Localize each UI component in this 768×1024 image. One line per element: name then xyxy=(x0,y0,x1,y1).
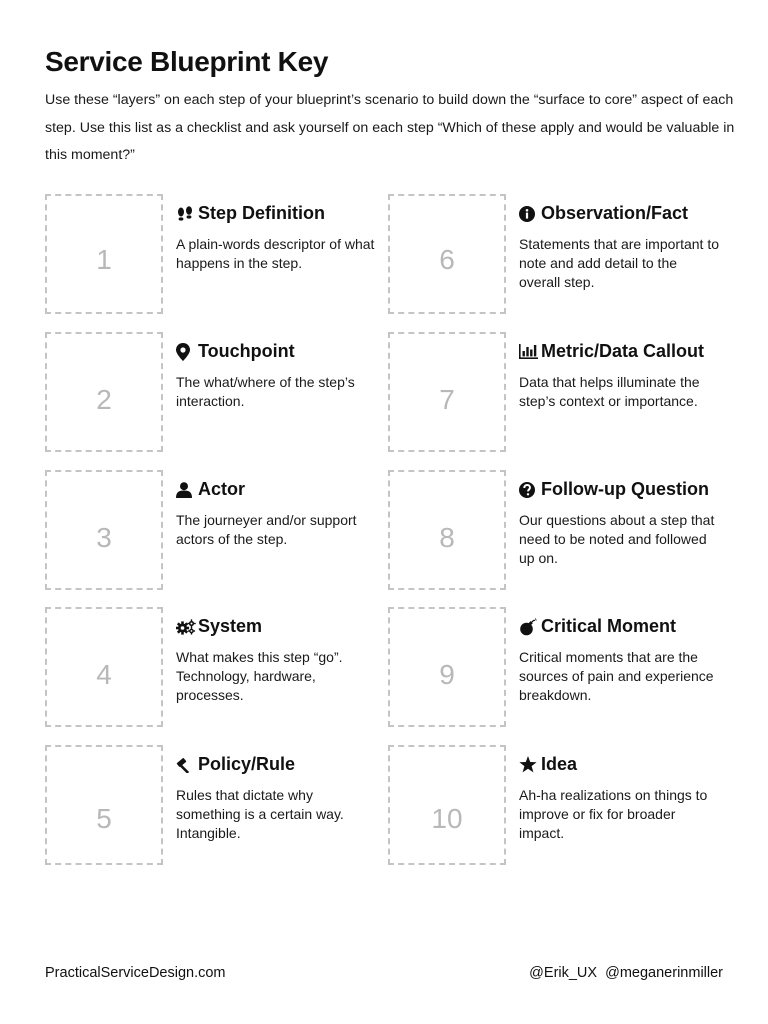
number-box xyxy=(388,332,506,452)
layer-number: 2 xyxy=(96,384,112,415)
layer-title xyxy=(176,203,325,224)
layer-number: 5 xyxy=(96,803,112,834)
layer-title xyxy=(176,479,245,500)
star-icon xyxy=(519,756,541,774)
gavel-icon xyxy=(176,756,198,774)
layer-card-policy-rule xyxy=(45,745,385,871)
layer-title-text: Actor xyxy=(198,479,246,499)
bar-chart-icon xyxy=(519,343,541,361)
number-box xyxy=(45,470,163,590)
layer-title-text: Idea xyxy=(541,754,578,774)
number-box xyxy=(45,332,163,452)
layer-number: 7 xyxy=(439,384,455,415)
info-circle-icon xyxy=(519,205,541,223)
layer-description: Ah-ha realizations on things to improve or fix for broader impact. xyxy=(519,787,708,841)
layer-title-text: Observation/Fact xyxy=(541,203,689,223)
layer-title-text: Critical Moment xyxy=(541,616,677,636)
layer-title xyxy=(176,341,295,362)
number-box xyxy=(45,745,163,865)
layer-title-text: Follow-up Question xyxy=(541,479,709,499)
layer-title-text: Step Definition xyxy=(198,203,325,223)
layer-card-observation-fact xyxy=(388,194,728,320)
footsteps-icon xyxy=(176,205,198,223)
layer-card-follow-up-question xyxy=(388,470,728,596)
layer-title xyxy=(519,479,709,500)
layer-description: Critical moments that are the sources of pain and experience breakdown. xyxy=(519,649,714,703)
bomb-icon xyxy=(519,618,541,636)
layer-title xyxy=(176,616,262,637)
layer-card-actor xyxy=(45,470,385,596)
number-box xyxy=(388,194,506,314)
layer-description: Statements that are important to note and add detail to the overall step. xyxy=(519,236,719,290)
layer-description: The journeyer and/or support actors of the step. xyxy=(176,512,357,547)
layer-number: 1 xyxy=(96,244,112,275)
number-box xyxy=(388,607,506,727)
layer-number: 10 xyxy=(431,803,463,834)
layer-description: What makes this step “go”. Technology, hardware, processes. xyxy=(176,649,343,703)
layer-title-text: Metric/Data Callout xyxy=(541,341,705,361)
layer-description: The what/where of the step’s interaction. xyxy=(176,374,355,409)
person-icon xyxy=(176,481,198,499)
layer-description: Data that helps illuminate the step’s context or importance. xyxy=(519,374,700,409)
layer-number: 4 xyxy=(96,659,112,690)
layer-number: 3 xyxy=(96,522,112,553)
layer-number: 8 xyxy=(439,522,455,553)
layer-card-critical-moment xyxy=(388,607,728,733)
number-box xyxy=(388,745,506,865)
layer-title xyxy=(519,203,688,224)
layer-title xyxy=(176,754,295,775)
layer-number: 6 xyxy=(439,244,455,275)
layer-description: A plain-words descriptor of what happens in the step. xyxy=(176,236,375,271)
number-box xyxy=(45,607,163,727)
layer-number: 9 xyxy=(439,659,455,690)
map-pin-icon xyxy=(176,343,198,361)
layer-card-system xyxy=(45,607,385,733)
gears-icon xyxy=(176,618,198,636)
layer-title xyxy=(519,341,704,362)
page-title: Service Blueprint Key xyxy=(45,46,329,77)
layer-description: Rules that dictate why something is a certain way. Intangible. xyxy=(176,787,344,841)
layer-card-step-definition xyxy=(45,194,385,320)
layer-title-text: System xyxy=(198,616,263,636)
layer-card-idea xyxy=(388,745,728,871)
footer-website: PracticalServiceDesign.com xyxy=(45,965,226,981)
intro-text: Use these “layers” on each step of your blueprint’s scenario to build down the “surface to core” aspect of each step. Use this list as a checklist and ask yourself on each step “Which of these apply and would be valuable in this moment?” xyxy=(45,92,735,163)
number-box xyxy=(45,194,163,314)
footer-credits: @Erik_UX @meganerinmiller xyxy=(529,965,723,981)
layer-title-text: Touchpoint xyxy=(198,341,295,361)
layer-card-metric-data-callout xyxy=(388,332,728,458)
layer-description: Our questions about a step that need to be noted and followed up on. xyxy=(519,512,715,566)
layer-title xyxy=(519,754,577,775)
number-box xyxy=(388,470,506,590)
layer-title xyxy=(519,616,676,637)
layer-card-touchpoint xyxy=(45,332,385,458)
question-circle-icon xyxy=(519,481,541,499)
layer-title-text: Policy/Rule xyxy=(198,754,296,774)
